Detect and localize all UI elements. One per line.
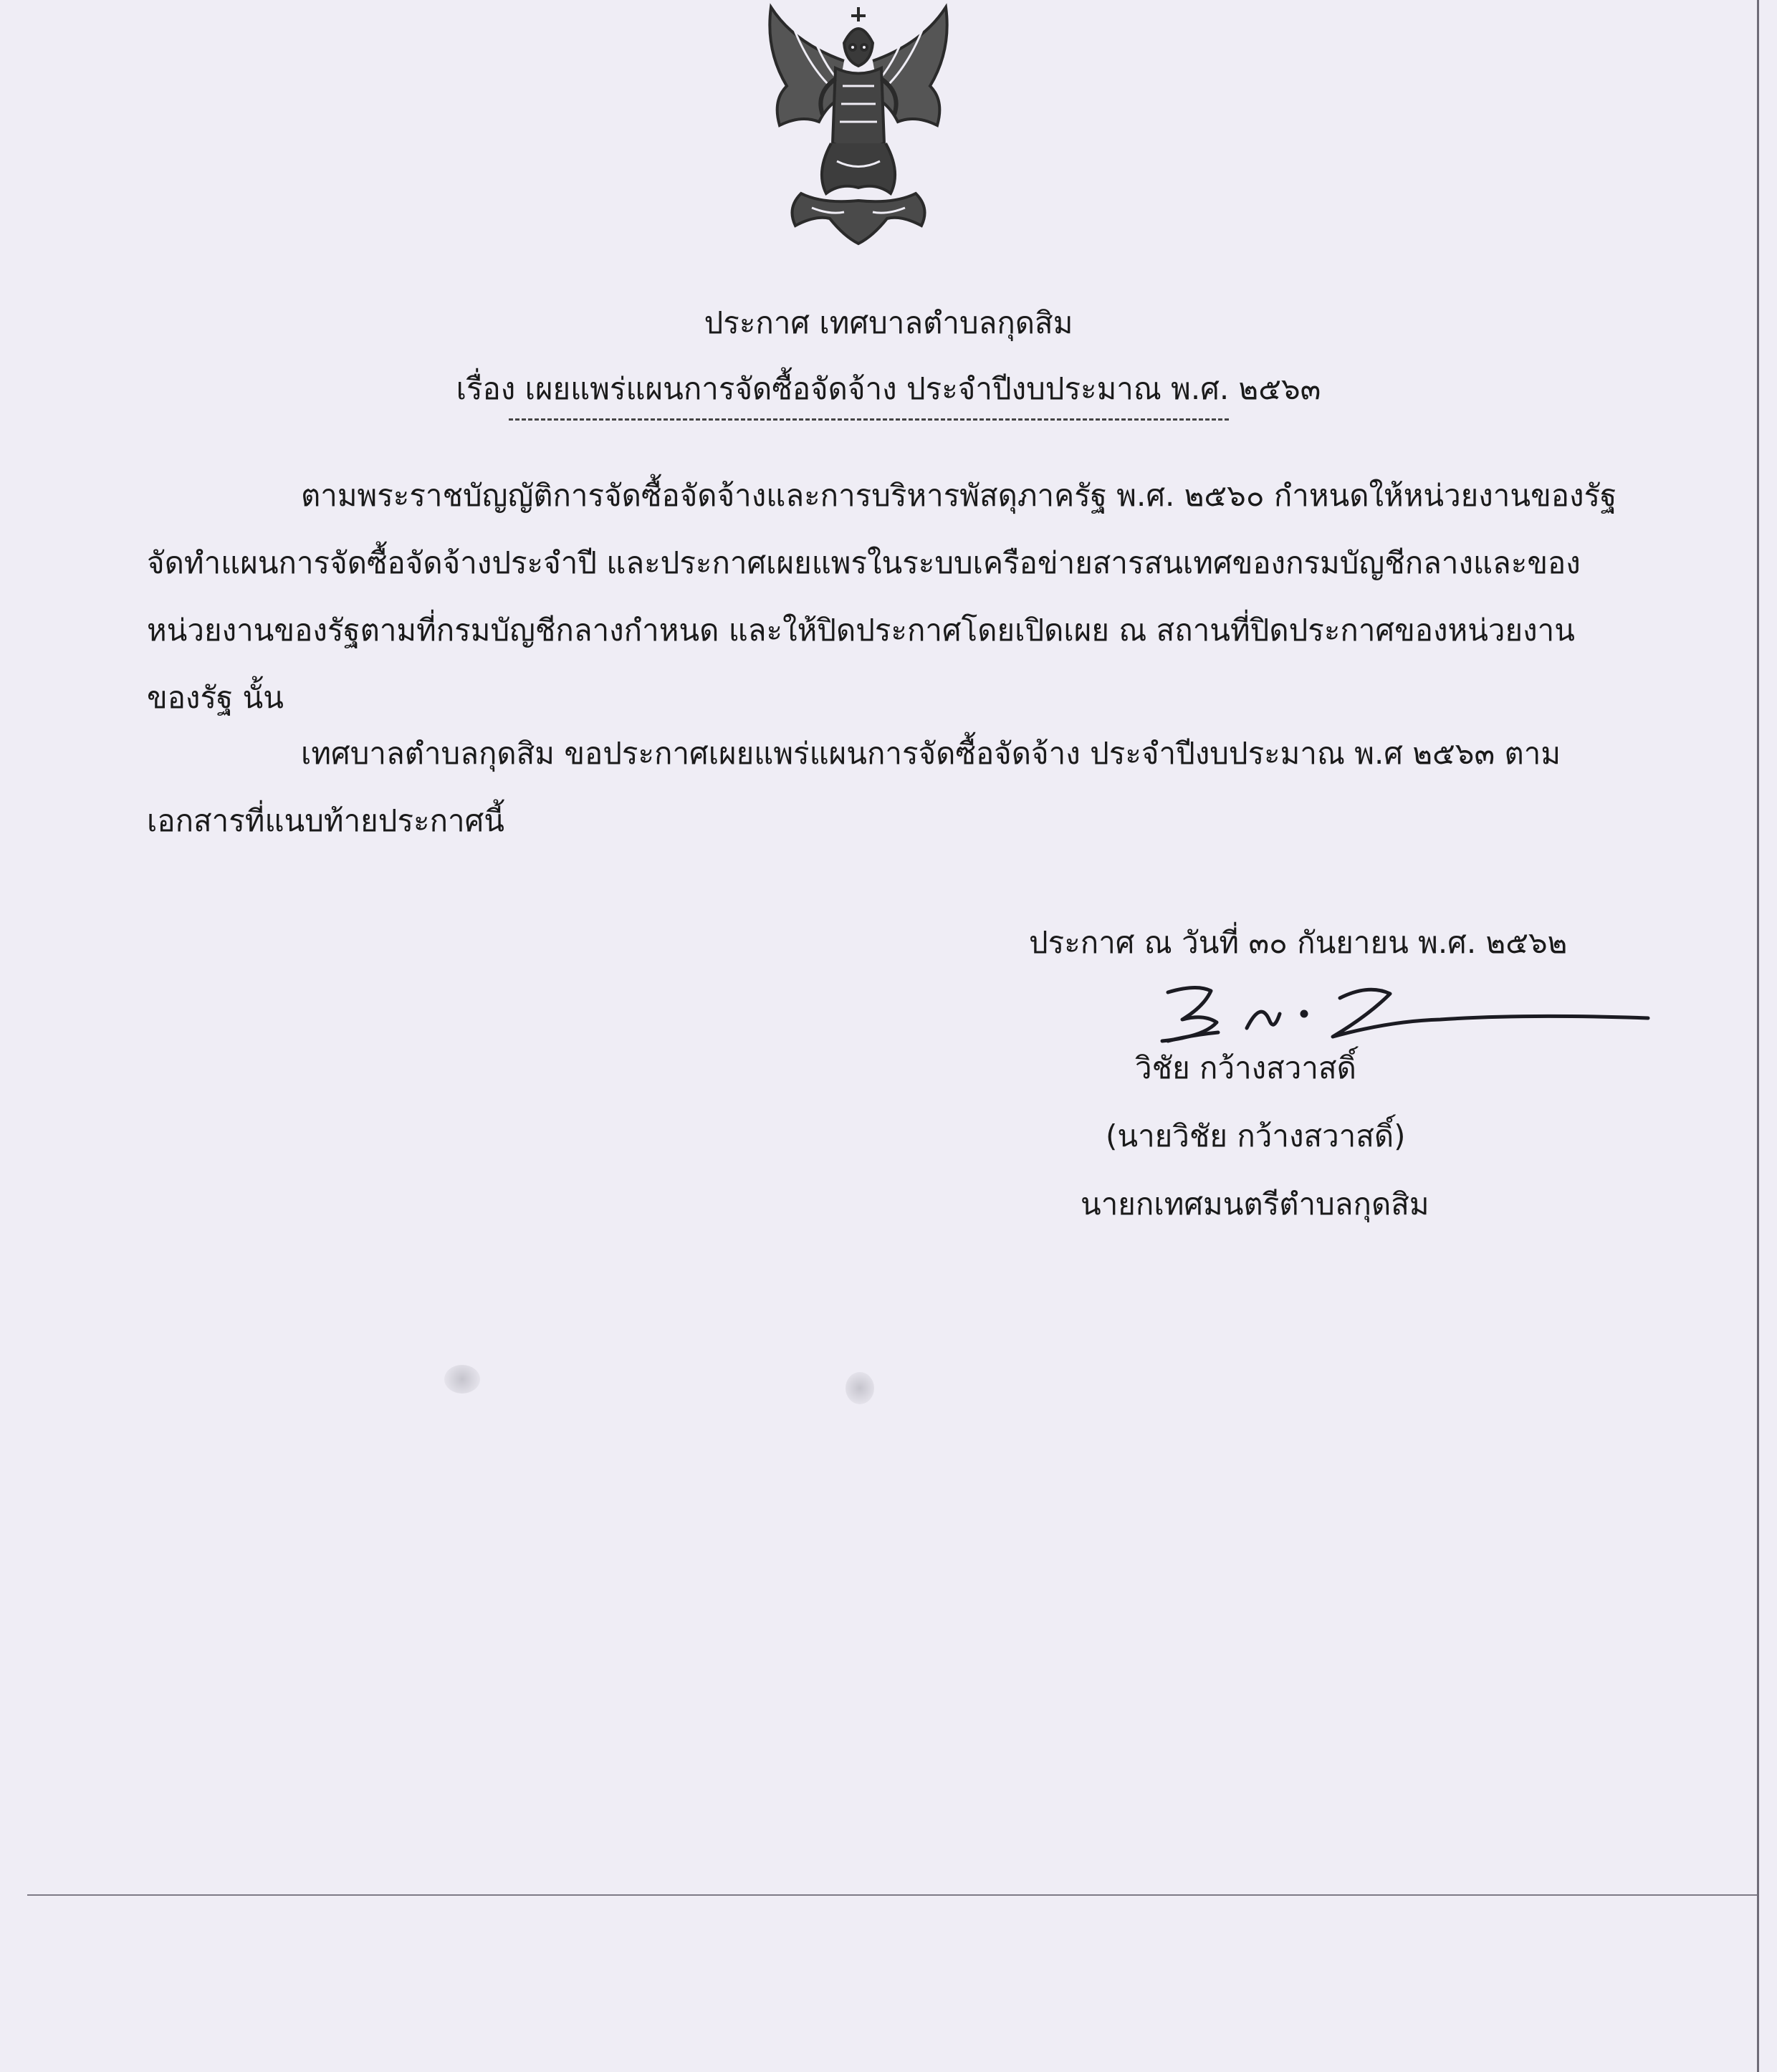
paragraph-1-line: จัดทำแผนการจัดซื้อจัดจ้างประจำปี และประกาศเผยแพรในระบบเครือข่ายสารสนเทศของกรมบัญชีกลางและของ — [147, 545, 1581, 580]
signer-position: นายกเทศมนตรีตำบลกุดสิม — [1081, 1186, 1429, 1222]
handwritten-signature-icon — [1154, 978, 1655, 1050]
paragraph-1 — [147, 462, 1617, 732]
document-subject: เรื่อง เผยแพร่แผนการจัดซื้อจัดจ้าง ประจำปีงบประมาณ พ.ศ. ๒๕๖๓ — [456, 371, 1321, 406]
title-divider — [509, 418, 1229, 421]
announcement-date: ประกาศ ณ วันที่ ๓๐ กันยายน พ.ศ. ๒๕๖๒ — [1029, 925, 1568, 960]
paragraph-1-line: หน่วยงานของรัฐตามที่กรมบัญชีกลางกำหนด และให้ปิดประกาศโดยเปิดเผย ณ สถานที่ปิดประกาศของหน่วยงาน — [147, 613, 1575, 648]
page-edge-bottom — [27, 1894, 1757, 1896]
paragraph-2-line: เทศบาลตำบลกุดสิม ขอประกาศเผยแพร่แผนการจัดซื้อจัดจ้าง ประจำปีงบประมาณ พ.ศ ๒๕๖๓ ตาม — [301, 736, 1561, 771]
signer-name: วิชัย กว้างสวาสดิ์ — [1135, 1050, 1356, 1085]
scan-smudge — [846, 1372, 874, 1404]
paragraph-2-line: เอกสารที่แนบท้ายประกาศนี้ — [147, 803, 504, 838]
document-title: ประกาศ เทศบาลตำบลกุดสิม — [704, 305, 1073, 340]
garuda-emblem-icon — [751, 0, 966, 247]
paragraph-2 — [147, 720, 1580, 855]
paragraph-1-line: ตามพระราชบัญญัติการจัดซื้อจัดจ้างและการบริหารพัสดุภาครัฐ พ.ศ. ๒๕๖๐ กำหนดให้หน่วยงานของรัฐ — [301, 478, 1617, 513]
scan-smudge — [444, 1365, 480, 1394]
paragraph-1-line: ของรัฐ นั้น — [147, 680, 284, 715]
signer-full-name: (นายวิชัย กว้างสวาสดิ์) — [1106, 1118, 1406, 1153]
